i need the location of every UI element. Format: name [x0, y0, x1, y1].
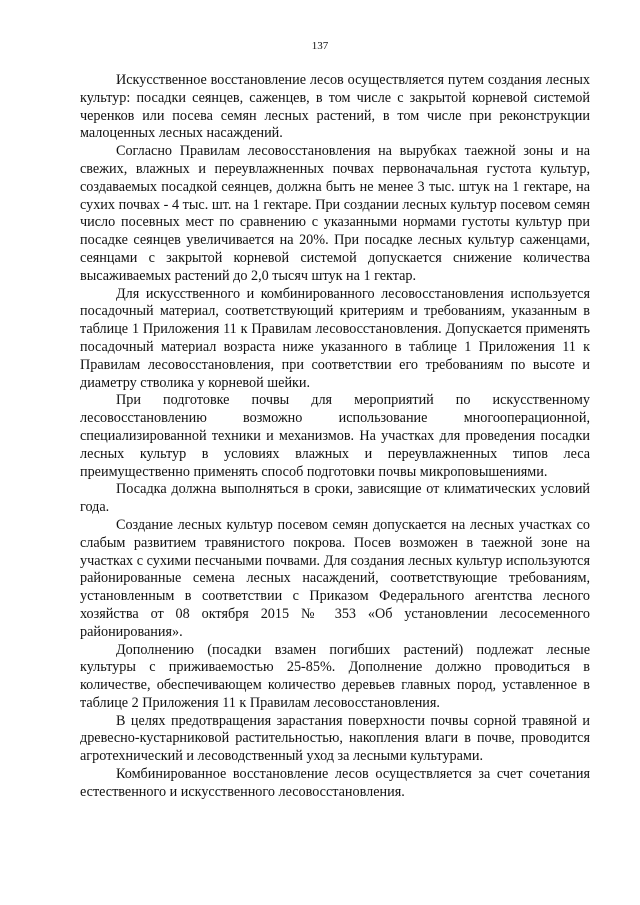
paragraph-combined-restoration: Комбинированное восстановление лесов осуществляется за счет сочетания естественного и искусственного лесовосстановления.: [80, 766, 590, 800]
paragraph-artificial-reforestation: Искусственное восстановление лесов осуществляется путем создания лесных культур: посадки сеянцев, саженцев, в том числе с закрытой корневой системой черенков или посева семян лесных растений, в том числе при реконструкции малоценных лесных насаждений.: [80, 72, 590, 142]
paragraph-planting-density: Согласно Правилам лесовосстановления на вырубках таежной зоны и на свежих, влажных и переувлажненных почвах первоначальная густота культур, создаваемых посадкой сеянцев, должна быть не менее 3 тыс. штук на 1 гектаре, на сухих почвах - 4 тыс. шт. на 1 гектаре. При создании лесных культур посевом семян число посевных мест по сравнению с указанными нормами густоты культур при посадке сеянцев увеличивается на 20%. При посадке лесных культур саженцами, сеянцами с закрытой корневой системой допускается снижение количества высаживаемых растений до 2,0 тысяч штук на 1 гектар.: [80, 143, 590, 284]
paragraph-planting-material: Для искусственного и комбинированного лесовосстановления используется посадочный материал, соответствующий критериям и требованиям, указанным в таблице 1 Приложения 11 к Правилам лесовосстановления. Допускается применять посадочный материал возраста ниже указанного в таблице 1 Приложения 11 к Правилам лесовосстановления, при соответствии его требованиям по высоте и диаметру стволика у корневой шейки.: [80, 285, 590, 391]
paragraph-seed-sowing: Создание лесных культур посевом семян допускается на лесных участках со слабым развитием травянистого покрова. Посев возможен в таежной зоне на участках с сухими песчаными почвами. Для создания лесных культур используются районированные семена лесных насаждений, соответствующие требованиям, установленным в соответствии с Приказом Федерального агентства лесного хозяйства от 08 октября 2015 № 353 «Об установлении лесосеменного районирования».: [80, 516, 590, 640]
paragraph-soil-preparation: При подготовке почвы для мероприятий по искусственному лесовосстановлению возможно использование многооперационной, специализированной техники и механизмов. На участках для проведения посадки лесных культур в условиях влажных и переувлажненных типов леса преимущественно применять способ подготовки почвы микроповышениями.: [80, 392, 590, 480]
paragraph-maintenance-care: В целях предотвращения зарастания поверхности почвы сорной травяной и древесно-кустарниковой растительностью, накопления влаги в почве, проводится агротехнический и лесоводственный уход за лесными культурами.: [80, 712, 590, 765]
body-text: [80, 72, 590, 802]
page-number: 137: [311, 40, 329, 52]
paragraph-planting-timing: Посадка должна выполняться в сроки, зависящие от климатических условий года.: [80, 481, 590, 516]
paragraph-replanting: Дополнению (посадки взамен погибших растений) подлежат лесные культуры с приживаемостью 25-85%. Дополнение должно проводиться в количестве, обеспечивающем количество деревьев главных пород, уставленное в таблице 2 Приложения 11 к Правилам лесовосстановления.: [80, 641, 590, 711]
